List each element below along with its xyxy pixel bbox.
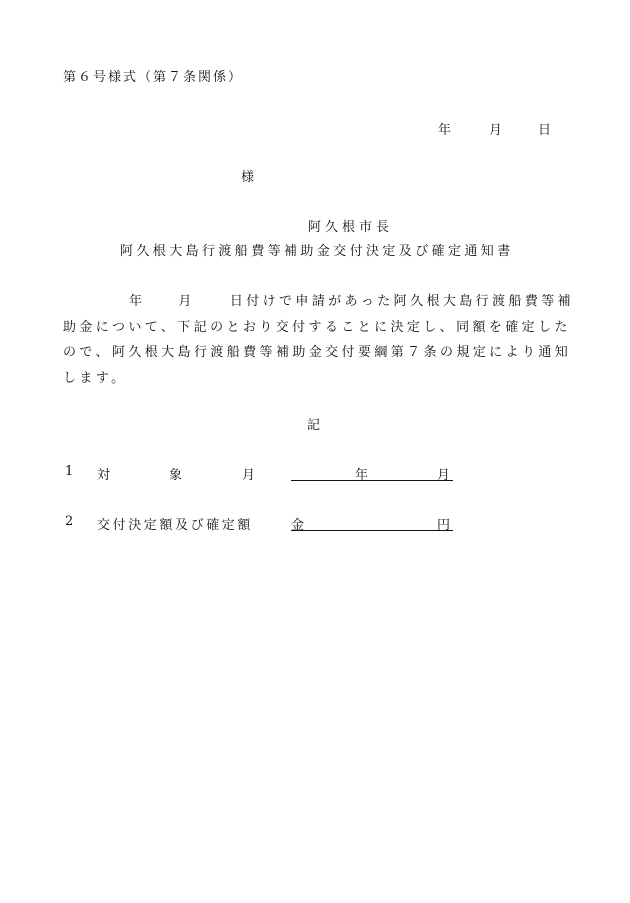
form-number-heading: 第６号様式（第７条関係） [63, 70, 244, 85]
date-year-label: 年 [438, 123, 452, 138]
item-label-part: 象 [169, 468, 183, 483]
amount-field[interactable] [291, 514, 453, 531]
body-line-4: します。 [63, 370, 128, 386]
date-month-label: 月 [489, 123, 503, 138]
date-day-label: 日 [538, 123, 552, 138]
body-year-label: 年 [129, 294, 146, 309]
field-yen-label: 円 [437, 518, 451, 533]
item-number: 1 [65, 464, 74, 479]
addressee-honorific: 様 [241, 170, 255, 185]
body-month-label: 月 [178, 294, 195, 309]
field-year-label: 年 [355, 468, 369, 483]
body-line-1 [63, 289, 573, 315]
document-title: 阿久根大島行渡船費等補助金交付決定及び確定通知書 [120, 244, 514, 259]
field-kin-label: 金 [291, 518, 305, 533]
body-line-3: ので、阿久根大島行渡船費等補助金交付要綱第７条の規定により通知 [63, 345, 572, 360]
body-paragraph [63, 289, 573, 391]
body-line-2: 助金について、下記のとおり交付することに決定し、同額を確定した [63, 319, 571, 335]
ki-marker: 記 [307, 418, 321, 433]
item-label: 交付決定額及び確定額 [97, 518, 254, 533]
item-label-part: 月 [242, 468, 256, 483]
item-label-part: 対 [97, 468, 111, 483]
issuer-name: 阿久根市長 [308, 220, 394, 235]
body-line-1-text: 日付けで申請があった阿久根大島行渡船費等補 [229, 294, 575, 309]
item-decided-amount [65, 514, 465, 534]
field-month-label: 月 [437, 468, 451, 483]
item-target-month [65, 464, 465, 484]
target-month-field[interactable] [291, 464, 453, 481]
item-number: 2 [65, 514, 74, 529]
